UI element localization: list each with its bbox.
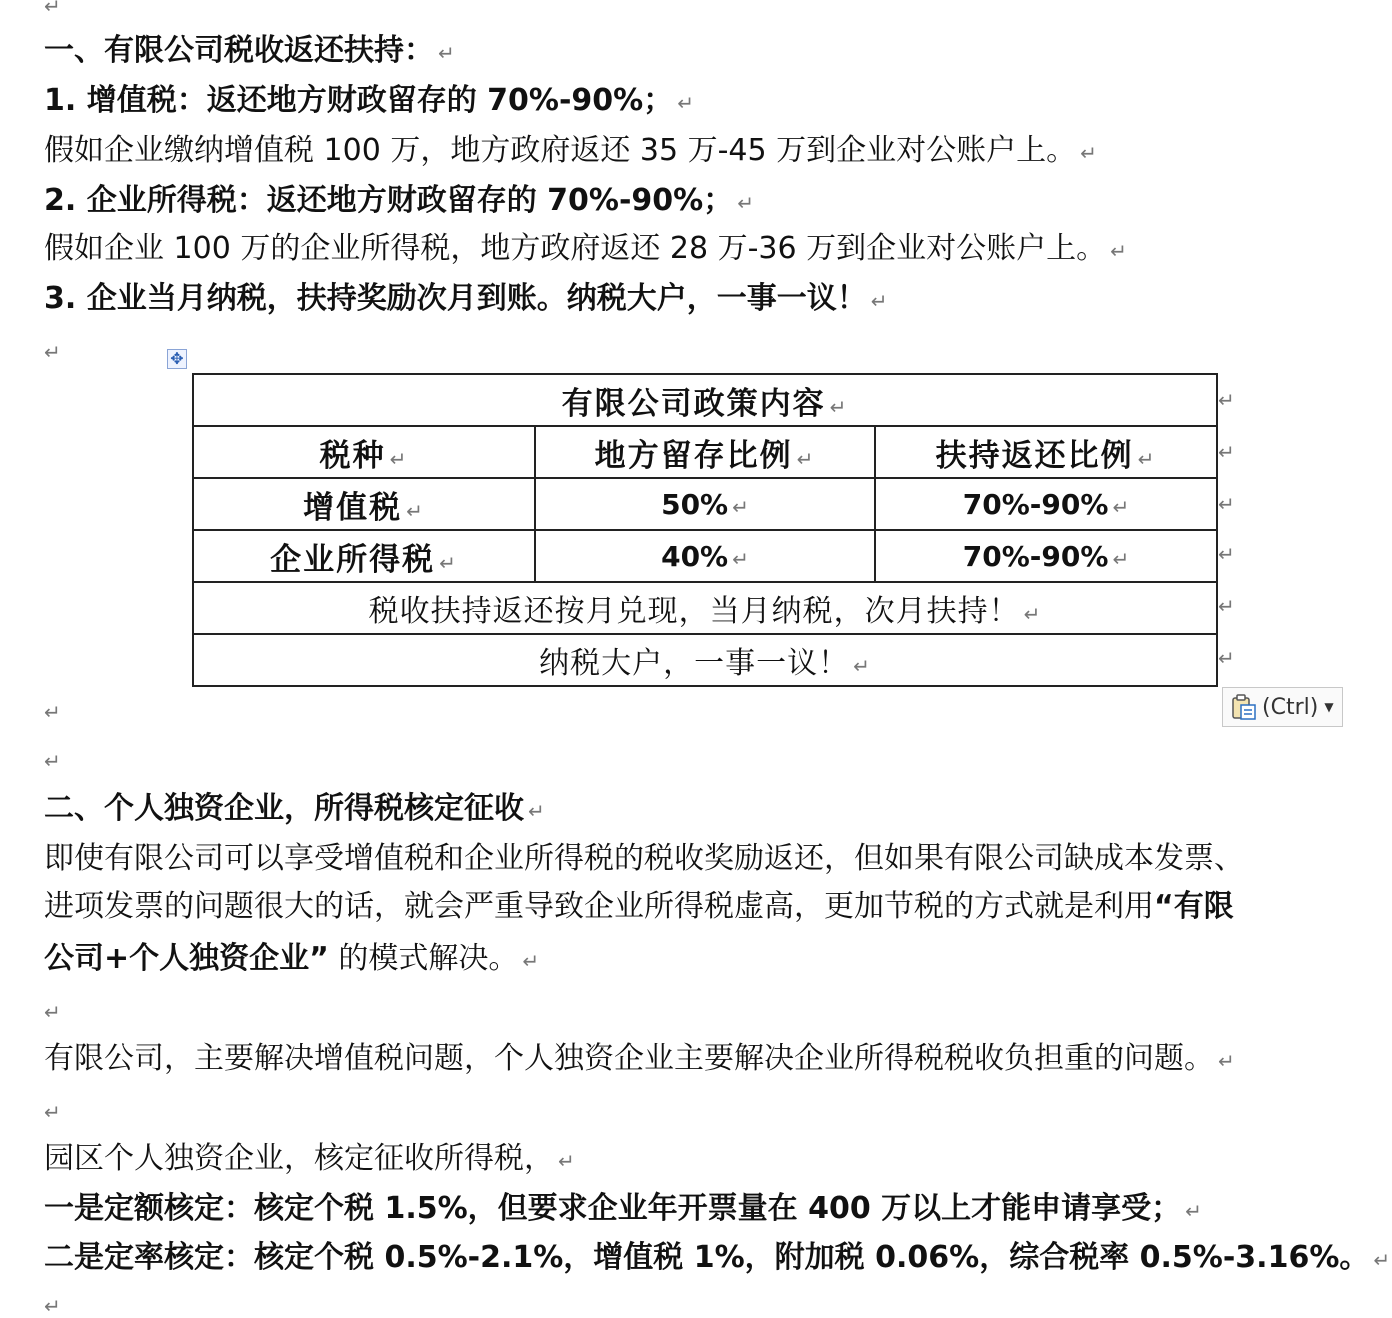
paragraph-mark: ↵ — [44, 749, 61, 773]
fixed-amount-method: 一是定额核定：核定个税 1.5%，但要求企业年开票量在 400 万以上才能申请享受； ↵ — [44, 1191, 1202, 1226]
cit-title-text: 2. 企业所得税：返还地方财政留存的 70%-90%； — [44, 183, 734, 218]
table-title-cell[interactable]: 有限公司政策内容 ↵ — [193, 374, 1217, 426]
row-end-mark: ↵ — [1218, 492, 1235, 516]
table-cell[interactable]: 企业所得税 ↵ — [193, 530, 535, 582]
table-row — [193, 530, 1217, 582]
row-end-mark: ↵ — [1218, 646, 1235, 670]
table-title: 有限公司政策内容 — [561, 385, 826, 422]
table-cell[interactable]: 增值税 ↵ — [193, 478, 535, 530]
table-move-handle-icon[interactable]: ✥ — [167, 349, 187, 369]
table-header-row — [193, 426, 1217, 478]
section2-para1-line1: 即使有限公司可以享受增值税和企业所得税的税收奖励返还，但如果有限公司缺成本发票、 — [44, 841, 1244, 876]
section1-heading: 一、有限公司税收返还扶持： ↵ — [44, 33, 455, 68]
table-cell[interactable]: 40% ↵ — [535, 530, 875, 582]
section2-para2: 有限公司，主要解决增值税问题，个人独资企业主要解决企业所得税税收负担重的问题。 ↵ — [44, 1041, 1235, 1076]
vat-title-text: 1. 增值税：返还地方财政留存的 70%-90%； — [44, 83, 674, 118]
paste-options-button[interactable] — [1222, 687, 1343, 727]
section2-para1-line2: 进项发票的问题很大的话，就会严重导致企业所得税虚高，更加节税的方式就是利用“有限 — [44, 889, 1234, 924]
monthly-reward-text: 3. 企业当月纳税，扶持奖励次月到账。纳税大户，一事一议！ — [44, 281, 867, 316]
row-end-mark: ↵ — [1218, 542, 1235, 566]
section2-heading: 二、个人独资企业，所得税核定征收 ↵ — [44, 791, 545, 826]
section1-heading-text: 一、有限公司税收返还扶持： — [44, 33, 434, 68]
cit-title: 2. 企业所得税：返还地方财政留存的 70%-90%； ↵ — [44, 183, 754, 218]
policy-table — [192, 373, 1218, 687]
vat-example-text: 假如企业缴纳增值税 100 万，地方政府返还 35 万-45 万到企业对公账户上。 — [44, 133, 1077, 168]
paragraph-mark: ↵ — [44, 1000, 61, 1024]
table-note-cell[interactable]: 纳税大户，一事一议！ ↵ — [193, 634, 1217, 686]
row-end-mark: ↵ — [1218, 388, 1235, 412]
paragraph-mark: ↵ — [44, 1294, 61, 1318]
paste-options-label: (Ctrl) — [1262, 694, 1319, 720]
section2-para3: 园区个人独资企业，核定征收所得税， ↵ — [44, 1141, 575, 1176]
header-cell[interactable]: 地方留存比例 ↵ — [535, 426, 875, 478]
paragraph-mark: ↵ — [44, 0, 61, 18]
vat-example: 假如企业缴纳增值税 100 万，地方政府返还 35 万-45 万到企业对公账户上。 ↵ — [44, 133, 1097, 168]
table-row — [193, 478, 1217, 530]
paragraph-mark: ↵ — [44, 1100, 61, 1124]
paragraph-mark: ↵ — [44, 340, 61, 364]
header-cell[interactable]: 税种 ↵ — [193, 426, 535, 478]
paragraph-mark: ↵ — [44, 700, 61, 724]
clipboard-icon — [1230, 693, 1258, 721]
model-quote-end: 公司+个人独资企业” — [44, 941, 329, 976]
table-cell[interactable]: 70%-90% ↵ — [875, 478, 1217, 530]
cit-example: 假如企业 100 万的企业所得税，地方政府返还 28 万-36 万到企业对公账户上。 ↵ — [44, 231, 1127, 266]
cit-example-text: 假如企业 100 万的企业所得税，地方政府返还 28 万-36 万到企业对公账户上。 — [44, 231, 1107, 266]
table-cell[interactable]: 70%-90% ↵ — [875, 530, 1217, 582]
row-end-mark: ↵ — [1218, 440, 1235, 464]
table-cell[interactable]: 50% ↵ — [535, 478, 875, 530]
row-end-mark: ↵ — [1218, 594, 1235, 618]
table-title-row — [193, 374, 1217, 426]
vat-title: 1. 增值税：返还地方财政留存的 70%-90%； ↵ — [44, 83, 694, 118]
monthly-reward-title: 3. 企业当月纳税，扶持奖励次月到账。纳税大户，一事一议！ ↵ — [44, 281, 888, 316]
table-note-row — [193, 582, 1217, 634]
table-note-row — [193, 634, 1217, 686]
header-cell[interactable]: 扶持返还比例 ↵ — [875, 426, 1217, 478]
fixed-rate-method: 二是定率核定：核定个税 0.5%-2.1%，增值税 1%，附加税 0.06%，综合税率 0.5%-3.16%。 ↵ — [44, 1240, 1391, 1275]
table-note-cell[interactable]: 税收扶持返还按月兑现，当月纳税，次月扶持！ ↵ — [193, 582, 1217, 634]
section2-heading-text: 二、个人独资企业，所得税核定征收 — [44, 791, 524, 826]
chevron-down-icon: ▼ — [1324, 700, 1334, 714]
section2-para1-line3: 公司+个人独资企业” 的模式解决。 ↵ — [44, 941, 540, 976]
model-quote-start: “有限 — [1154, 889, 1234, 924]
